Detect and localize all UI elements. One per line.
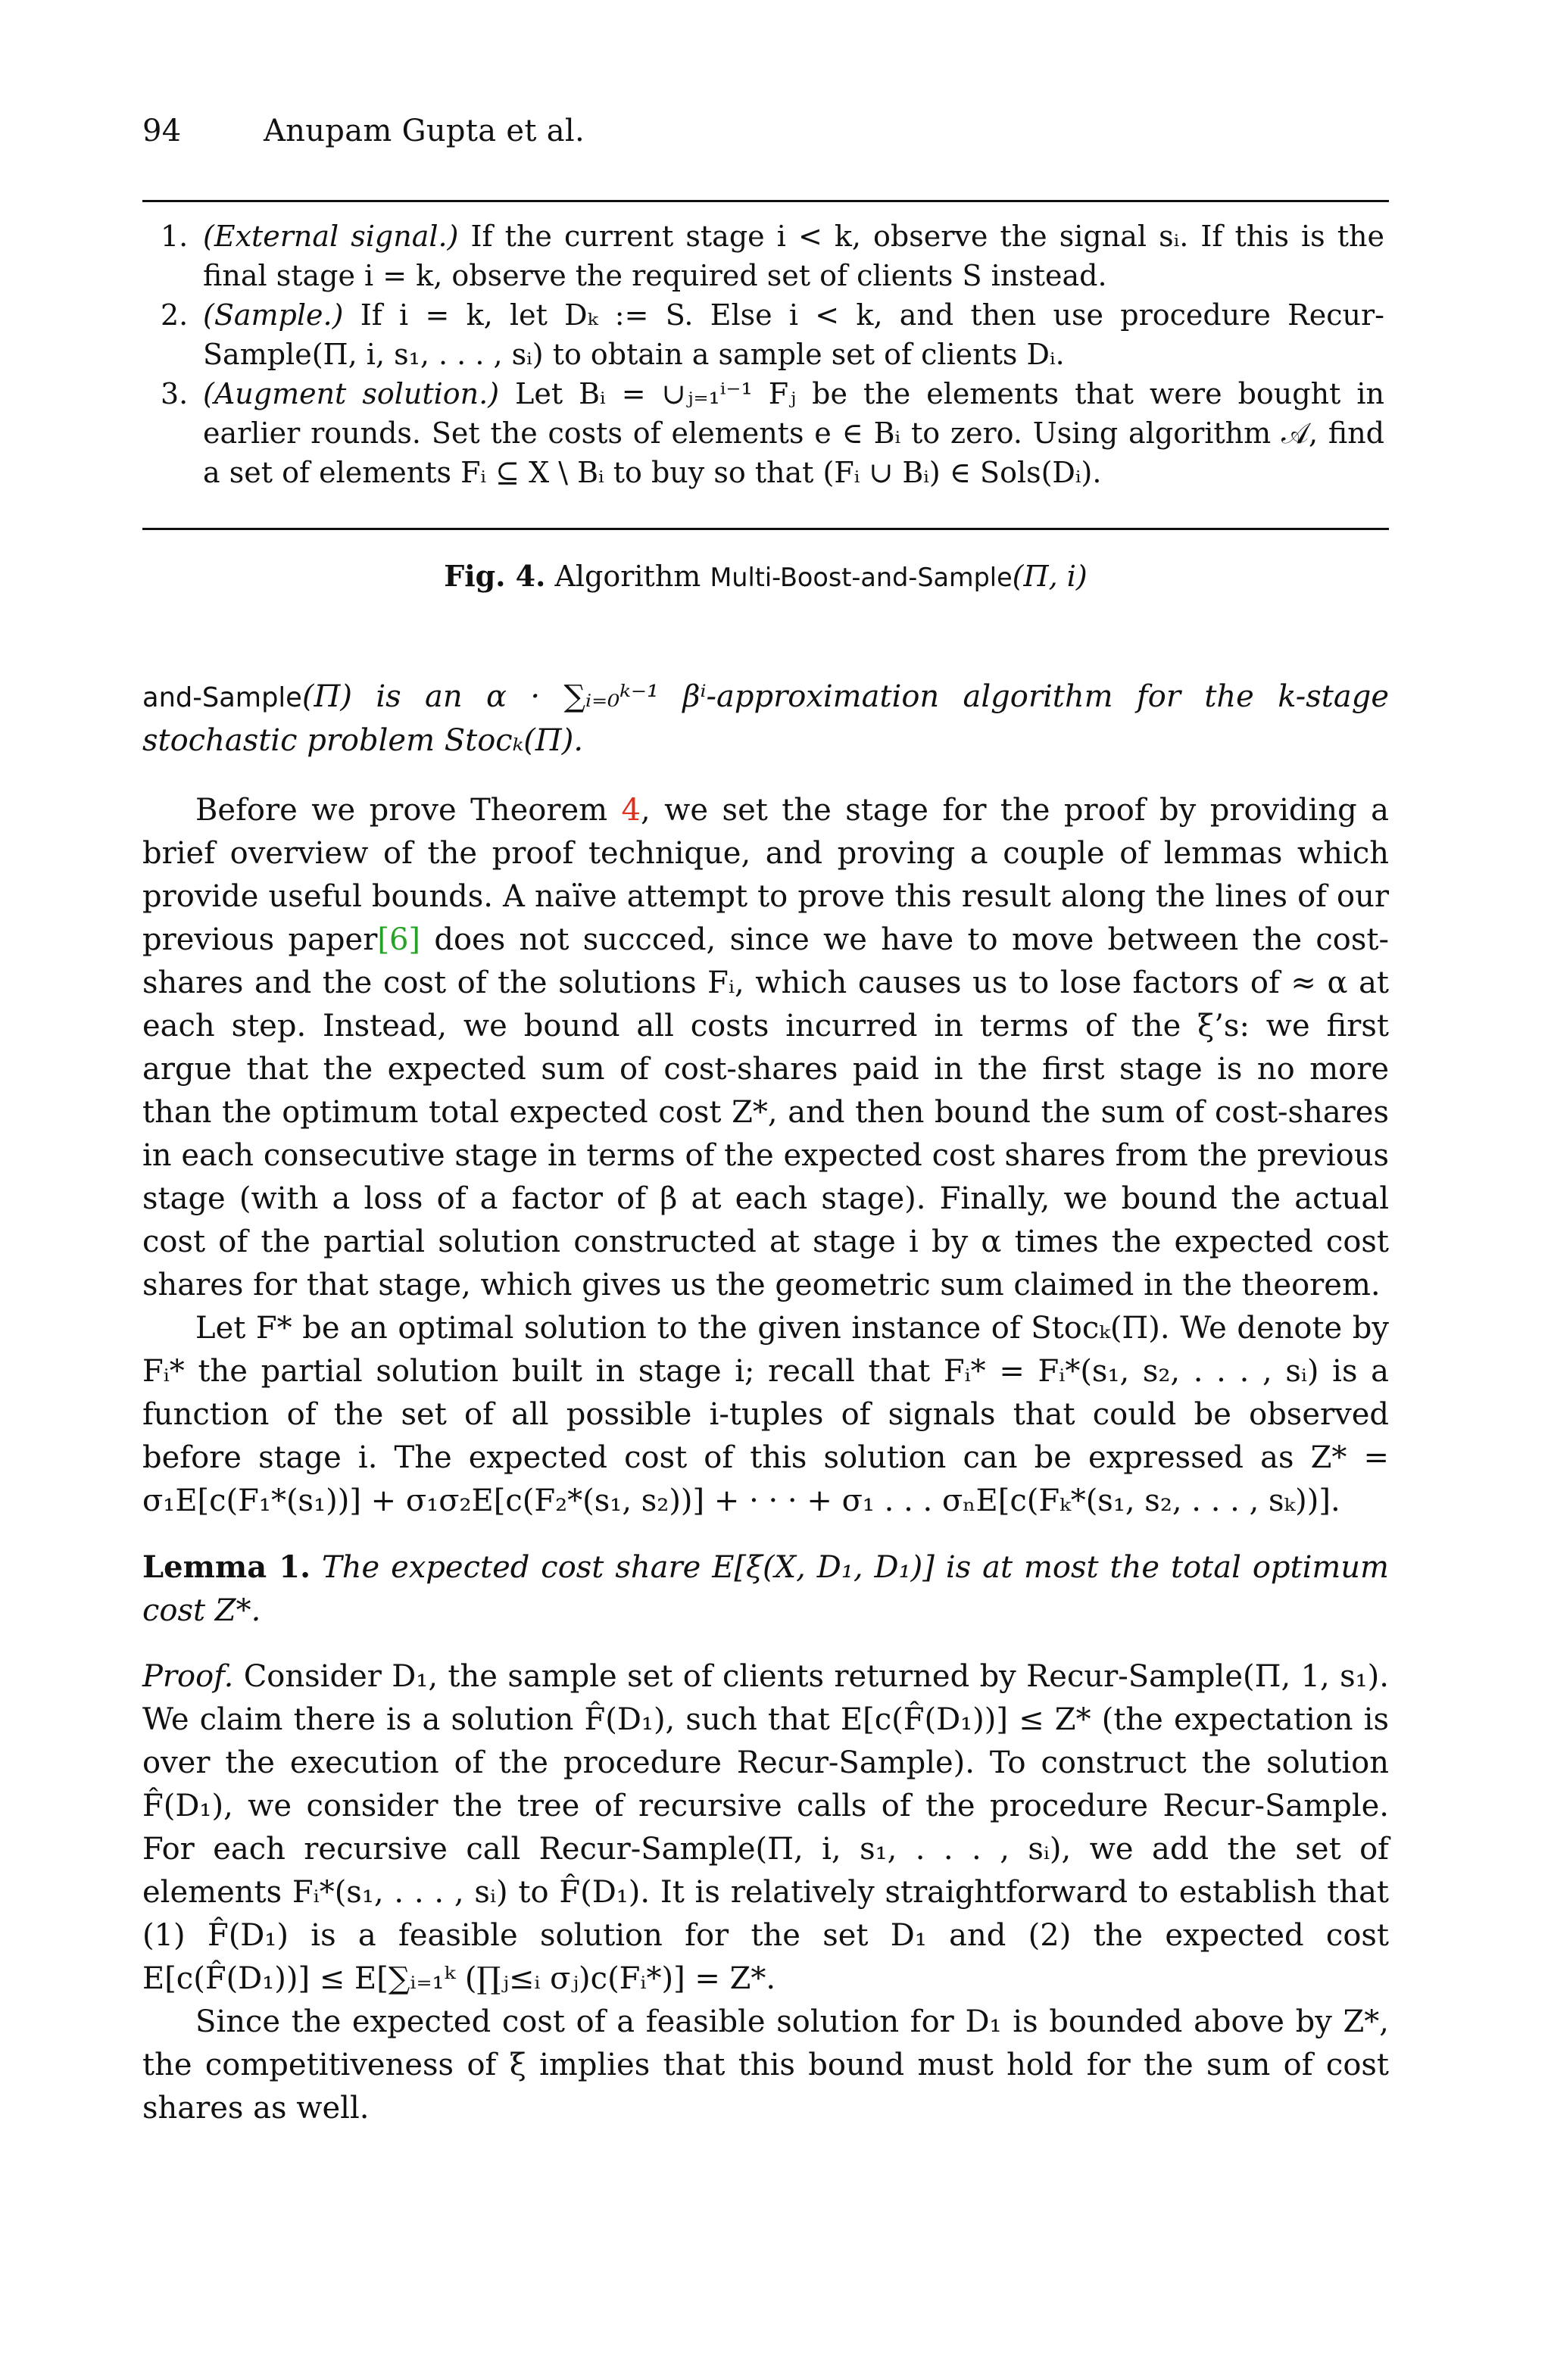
paragraph-text: does not succced, since we have to move between the cost-shares and the cost of the solutions Fᵢ, which causes us to lose factors of ≈ α at each step. Instead, we bound all costs incurred in terms of the ξ’s: we first argue that the expected sum of cost-shares paid in the first stage is no more than the optimum total expected cost Z*, and then bound the sum of cost-shares in each consecutive stage in terms of the expected cost shares from the previous stage (with a loss of a factor of β at each stage). Finally, we bound the actual cost of the partial solution constructed at stage i by α times the expected cost shares for that stage, which gives us the geometric sum claimed in the theorem.: [142, 922, 1390, 1302]
proof: [142, 1655, 1389, 2001]
theorem-continuation: [142, 675, 1389, 763]
theorem-algorithm-name: and-Sample: [142, 682, 302, 713]
figure-label: Fig. 4.: [444, 559, 546, 593]
caption-prefix: Algorithm: [554, 560, 701, 593]
lemma-1: [142, 1546, 1389, 1633]
figure-bottom-rule: [142, 528, 1389, 530]
paragraph-definitions: Let F* be an optimal solution to the given instance of Stocₖ(Π). We denote by Fᵢ* the partial solution built in stage i; recall that Fᵢ* = Fᵢ*(s₁, s₂, . . . , sᵢ) is a function of the set of all possible i-tuples of signals that could be observed before stage i. The expected cost of this solution can be expressed as Z* = σ₁E[c(F₁*(s₁))] + σ₁σ₂E[c(F₂*(s₁, s₂))] + · · · + σ₁ . . . σₙE[c(Fₖ*(s₁, s₂, . . . , sₖ))].: [142, 1311, 1389, 1518]
step-text: Let Bᵢ = ∪ⱼ₌₁ⁱ⁻¹ Fⱼ be the elements that were bought in earlier rounds. Set the costs of elements e ∈ Bᵢ to zero. Using algorithm 𝒜, find a set of elements Fᵢ ⊆ X \ Bᵢ to buy so that (Fᵢ ∪ Bᵢ) ∈ Sols(Dᵢ).: [203, 377, 1384, 489]
lemma-label: Lemma 1.: [142, 1549, 311, 1585]
paragraph-text: , we set the stage for the proof by providing a brief overview of the proof technique, and proving a couple of lemmas which provide useful bounds. A naïve attempt to prove this result along the lines of our previous paper: [142, 793, 1390, 957]
theorem-reference-link[interactable]: 4: [621, 793, 641, 828]
theorem-text: (Π) is an α · ∑ᵢ₌₀ᵏ⁻¹ βⁱ-approximation algorithm for the k-stage stochastic problem Stocₖ(Π).: [142, 679, 1389, 758]
body-text: [142, 675, 1389, 2130]
caption-args: (Π, i): [1012, 560, 1088, 593]
figure-caption: [142, 559, 1389, 593]
algorithm-step-2: [161, 295, 1384, 374]
page-number: 94: [142, 114, 182, 148]
algorithm-step-3: [161, 374, 1384, 492]
paragraph-overview: [142, 789, 1389, 1307]
step-number: 1.: [161, 220, 189, 253]
running-head-authors: Anupam Gupta et al.: [264, 114, 585, 148]
proof-closing: Since the expected cost of a feasible solution for D₁ is bounded above by Z*, the competitiveness of ξ implies that this bound must hold for the sum of cost shares as well.: [142, 2004, 1389, 2126]
step-text: If the current stage i < k, observe the signal sᵢ. If this is the final stage i = k, observe the required set of clients S instead.: [203, 220, 1384, 292]
figure-top-rule: [142, 200, 1389, 202]
step-number: 2.: [161, 298, 189, 332]
step-label: (Sample.): [203, 298, 344, 332]
step-label: (External signal.): [203, 220, 459, 253]
running-head: [142, 114, 585, 148]
step-label: (Augment solution.): [203, 377, 500, 410]
lemma-text: The expected cost share E[ξ(X, D₁, D₁)] is at most the total optimum cost Z*.: [142, 1550, 1389, 1628]
paragraph-text: Before we prove Theorem: [195, 793, 622, 828]
proof-label: Proof.: [142, 1659, 234, 1694]
step-text: If i = k, let Dₖ := S. Else i < k, and then use procedure Recur-Sample(Π, i, s₁, . . . , sᵢ) to obtain a sample set of clients Dᵢ.: [203, 298, 1384, 371]
proof-text: Consider D₁, the sample set of clients returned by Recur-Sample(Π, 1, s₁). We claim there is a solution F̂(D₁), such that E[c(F̂(D₁))] ≤ Z* (the expectation is over the execution of the procedure Recur-Sample). To construct the solution F̂(D₁), we consider the tree of recursive calls of the procedure Recur-Sample. For each recursive call Recur-Sample(Π, i, s₁, . . . , sᵢ), we add the set of elements Fᵢ*(s₁, . . . , sᵢ) to F̂(D₁). It is relatively straightforward to establish that (1) F̂(D₁) is a feasible solution for the set D₁ and (2) the expected cost E[c(F̂(D₁))] ≤ E[∑ᵢ₌₁ᵏ (∏ⱼ≤ᵢ σⱼ)c(Fᵢ*)] = Z*.: [142, 1659, 1390, 1996]
caption-algorithm-name: Multi-Boost-and-Sample: [710, 563, 1013, 592]
paper-page: [142, 0, 1389, 2380]
algorithm-step-1: [161, 217, 1384, 295]
citation-link[interactable]: [6]: [377, 922, 421, 957]
step-number: 3.: [161, 377, 189, 410]
algorithm-steps: [161, 217, 1384, 492]
